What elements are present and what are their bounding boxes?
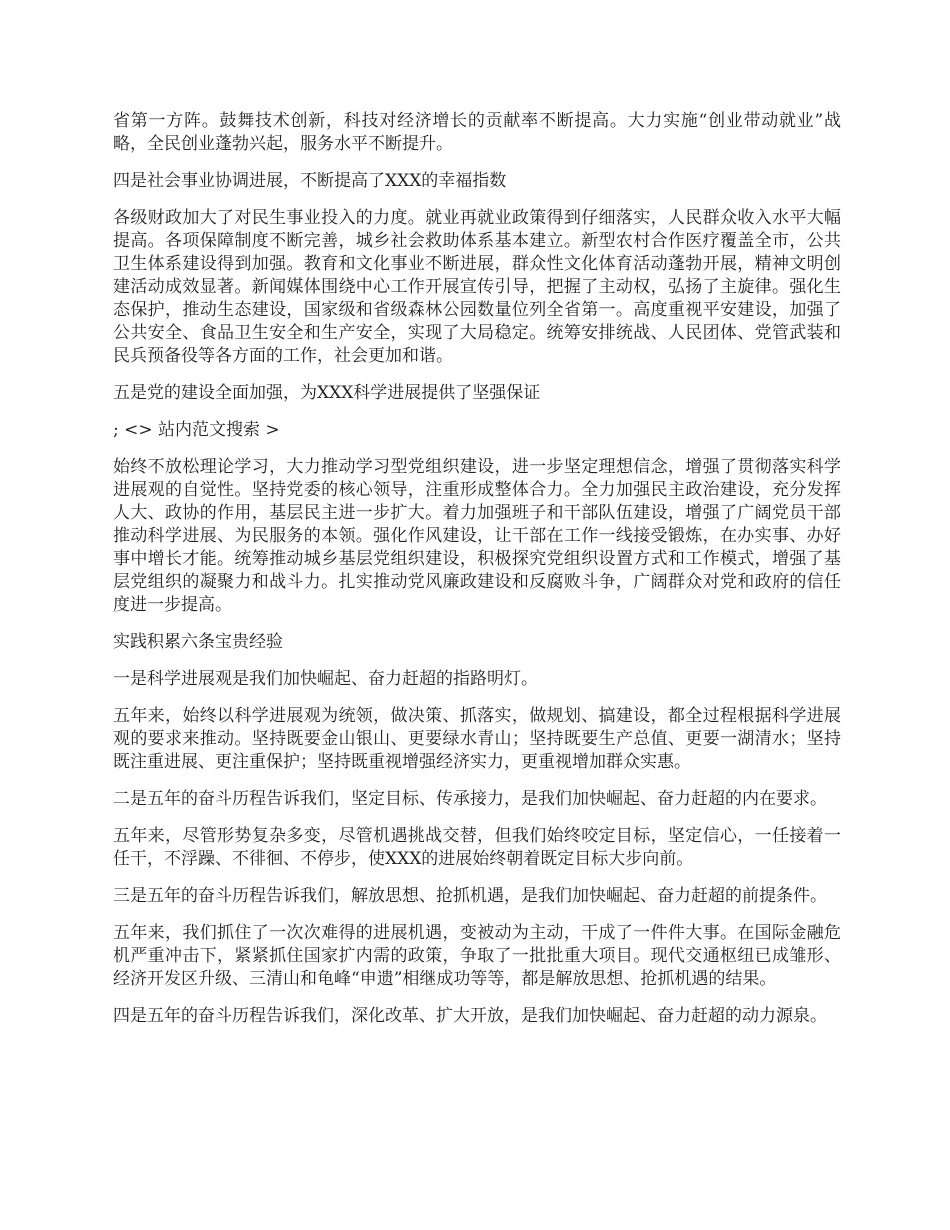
paragraph-3: 各级财政加大了对民生事业投入的力度。就业再就业政策得到仔细落实，人民群众收入水平大幅提高。各项保障制度不断完善，城乡社会救助体系基本建立。新型农村合作医疗覆盖全市，公共卫生体系建设得到加强。教育和文化事业不断进展，群众性文化体育活动蓬勃开展，精神文明创建活动成效显著。新闻媒体围绕中心工作开展宣传引导，把握了主动权，弘扬了主旋律。强化生态保护，推动生态建设，国家级和省级森林公园数量位列全省第一。高度重视平安建设，加强了公共安全、食品卫生安全和生产安全，实现了大局稳定。统筹安排统战、人民团体、党管武装和民兵预备役等各方面的工作，社会更加和谐。 xyxy=(113,208,841,366)
experience-point-3: 三是五年的奋斗历程告诉我们，解放思想、抢抓机遇，是我们加快崛起、奋力赶超的前提条件。 xyxy=(113,886,827,906)
section-heading-4: 四是社会事业协调进展，不断提高了XXX的幸福指数 xyxy=(113,171,507,191)
paragraph-1: 省第一方阵。鼓舞技术创新，科技对经济增长的贡献率不断提高。大力实施“创业带动就业”战略，全民创业蓬勃兴起，服务水平不断提升。 xyxy=(113,111,841,154)
experience-point-1: 一是科学进展观是我们加快崛起、奋力赶超的指路明灯。 xyxy=(113,669,538,689)
document-body xyxy=(113,110,841,1042)
experience-heading: 实践积累六条宝贵经验 xyxy=(113,632,283,652)
experience-point-2: 二是五年的奋斗历程告诉我们，坚定目标、传承接力，是我们加快崛起、奋力赶超的内在要求。 xyxy=(113,789,827,809)
paragraph-6: 始终不放松理论学习，大力推动学习型党组织建设，进一步坚定理想信念，增强了贯彻落实科学进展观的自觉性。坚持党委的核心领导，注重形成整体合力。全力加强民主政治建设，充分发挥人大、政协的作用，基层民主进一步扩大。着力加强班子和干部队伍建设，增强了广阔党员干部推动科学进展、为民服务的本领。强化作风建设，让干部在工作一线接受锻炼，在办实事、办好事中增长才能。统筹推动城乡基层党组织建设，积极探究党组织设置方式和工作模式，增强了基层党组织的凝聚力和战斗力。扎实推动党风廉政建设和反腐败斗争，广阔群众对党和政府的信任度进一步提高。 xyxy=(113,457,841,615)
section-heading-5: 五是党的建设全面加强，为XXX科学进展提供了坚强保证 xyxy=(113,383,541,403)
paragraph-11: 五年来，尽管形势复杂多变，尽管机遇挑战交替，但我们始终咬定目标，坚定信心，一任接着一任干，不浮躁、不徘徊、不停步，使XXX的进展始终朝着既定目标大步向前。 xyxy=(113,826,841,869)
experience-point-4: 四是五年的奋斗历程告诉我们，深化改革、扩大开放，是我们加快崛起、奋力赶超的动力源泉。 xyxy=(113,1006,827,1026)
paragraph-9: 五年来，始终以科学进展观为统领，做决策、抓落实，做规划、搞建设，都全过程根据科学进展观的要求来推动。坚持既要金山银山、更要绿水青山；坚持既要生产总值、更要一湖清水；坚持既注重进展、更注重保护；坚持既重视增强经济实力，更重视增加群众实惠。 xyxy=(113,706,841,772)
site-search-link[interactable]: ; <> 站内范文搜索 > xyxy=(113,420,280,440)
paragraph-13: 五年来，我们抓住了一次次难得的进展机遇，变被动为主动，干成了一件件大事。在国际金融危机严重冲击下，紧紧抓住国家扩内需的政策，争取了一批批重大项目。现代交通枢纽已成雏形、经济开发区升级、三清山和龟峰“申遗”相继成功等等，都是解放思想、抢抓机遇的结果。 xyxy=(113,923,841,989)
